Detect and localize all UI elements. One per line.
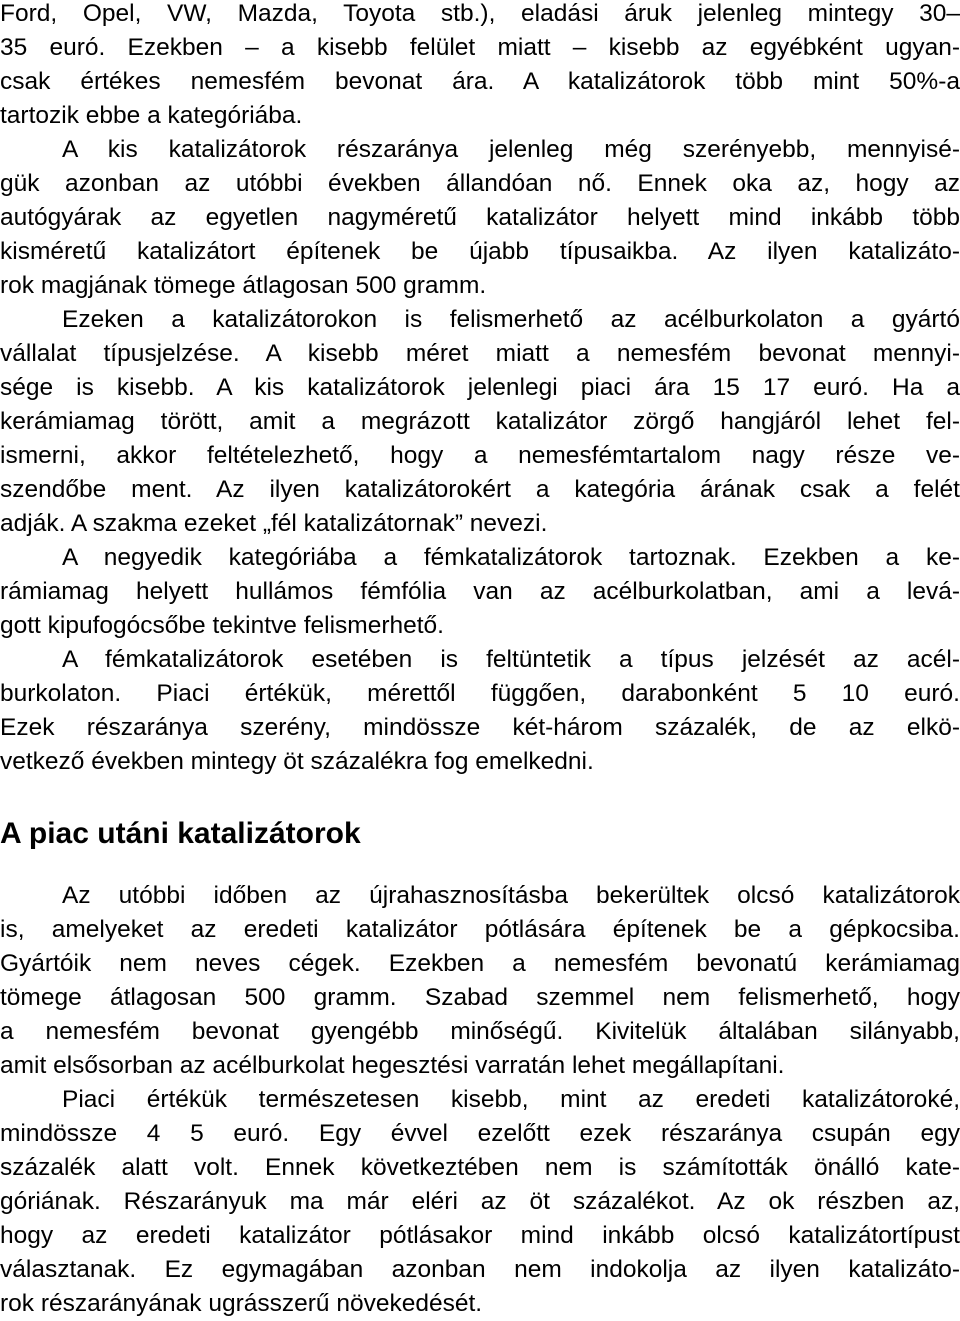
text-line: góriának. Részarányuk ma már eléri az öt százalékot. Az ok részben az, (0, 1188, 960, 1215)
text-line: autógyárak az egyetlen nagyméretű katalizátor helyett mind inkább több (0, 204, 960, 231)
text-line: százalék alatt volt. Ennek következtében nem is számították önálló kate- (0, 1154, 960, 1181)
text-line: burkolaton. Piaci értékük, mérettől függően, darabonként 5 10 euró. (0, 680, 960, 707)
text-line: Gyártóik nem neves cégek. Ezekben a nemesfém bevonatú kerámiamag (0, 950, 960, 977)
paragraph-first-line: A kis katalizátorok részaránya jelenleg még szerényebb, mennyisé- (62, 136, 960, 163)
paragraph-first-line: Az utóbbi időben az újrahasznosításba bekerültek olcsó katalizátorok (62, 882, 960, 909)
text-line: szendőbe ment. Az ilyen katalizátorokért a kategória árának csak a felét (0, 476, 960, 503)
text-line: Ezek részaránya szerény, mindössze két-három százalék, de az elkö- (0, 714, 960, 741)
text-line: sége is kisebb. A kis katalizátorok jelenlegi piaci ára 15 17 euró. Ha a (0, 374, 960, 401)
paragraph-first-line: A fémkatalizátorok esetében is feltüntetik a típus jelzését az acél- (62, 646, 960, 673)
text-line: tömege átlagosan 500 gramm. Szabad szemmel nem felismerhető, hogy (0, 984, 960, 1011)
text-line: a nemesfém bevonat gyengébb minőségű. Kivitelük általában silányabb, (0, 1018, 960, 1045)
text-line: vetkező években mintegy öt százalékra fog emelkedni. (0, 748, 594, 775)
text-line: rámiamag helyett hullámos fémfólia van az acélburkolatban, ami a levá- (0, 578, 960, 605)
text-line: amit elsősorban az acélburkolat hegesztési varratán lehet megállapítani. (0, 1052, 785, 1079)
text-line: gük azonban az utóbbi években állandóan nő. Ennek oka az, hogy az (0, 170, 960, 197)
text-line: Ford, Opel, VW, Mazda, Toyota stb.), eladási áruk jelenleg mintegy 30– (0, 0, 960, 27)
text-line: csak értékes nemesfém bevonat ára. A katalizátorok több mint 50%-a (0, 68, 960, 95)
paragraph-first-line: Ezeken a katalizátorokon is felismerhető az acélburkolaton a gyártó (62, 306, 960, 333)
text-line: rok magjának tömege átlagosan 500 gramm. (0, 272, 487, 299)
section-heading: A piac utáni katalizátorok (0, 817, 361, 850)
text-line: vállalat típusjelzése. A kisebb méret miatt a nemesfém bevonat mennyi- (0, 340, 960, 367)
text-line: 35 euró. Ezekben – a kisebb felület miatt – kisebb az egyébként ugyan- (0, 34, 960, 61)
text-line: mindössze 4 5 euró. Egy évvel ezelőtt ezek részaránya csupán egy (0, 1120, 960, 1147)
text-line: rok részarányának ugrásszerű növekedését. (0, 1290, 483, 1317)
paragraph-first-line: A negyedik kategóriába a fémkatalizátorok tartoznak. Ezekben a ke- (62, 544, 960, 571)
text-line: kerámiamag törött, amit a megrázott katalizátor zörgő hangjáról lehet fel- (0, 408, 960, 435)
text-line: ismerni, akkor feltételezhető, hogy a nemesfémtartalom nagy része ve- (0, 442, 960, 469)
text-line: kisméretű katalizátort építenek be újabb típusaikba. Az ilyen katalizáto- (0, 238, 960, 265)
text-line: tartozik ebbe a kategóriába. (0, 102, 303, 129)
text-line: választanak. Ez egymagában azonban nem indokolja az ilyen katalizáto- (0, 1256, 960, 1283)
text-line: gott kipufogócsőbe tekintve felismerhető. (0, 612, 444, 639)
text-line: hogy az eredeti katalizátor pótlásakor mind inkább olcsó katalizátortípust (0, 1222, 960, 1249)
text-line: is, amelyeket az eredeti katalizátor pótlására építenek be a gépkocsiba. (0, 916, 960, 943)
text-line: adják. A szakma ezeket „fél katalizátornak” nevezi. (0, 510, 548, 537)
paragraph-first-line: Piaci értékük természetesen kisebb, mint az eredeti katalizátoroké, (62, 1086, 960, 1113)
